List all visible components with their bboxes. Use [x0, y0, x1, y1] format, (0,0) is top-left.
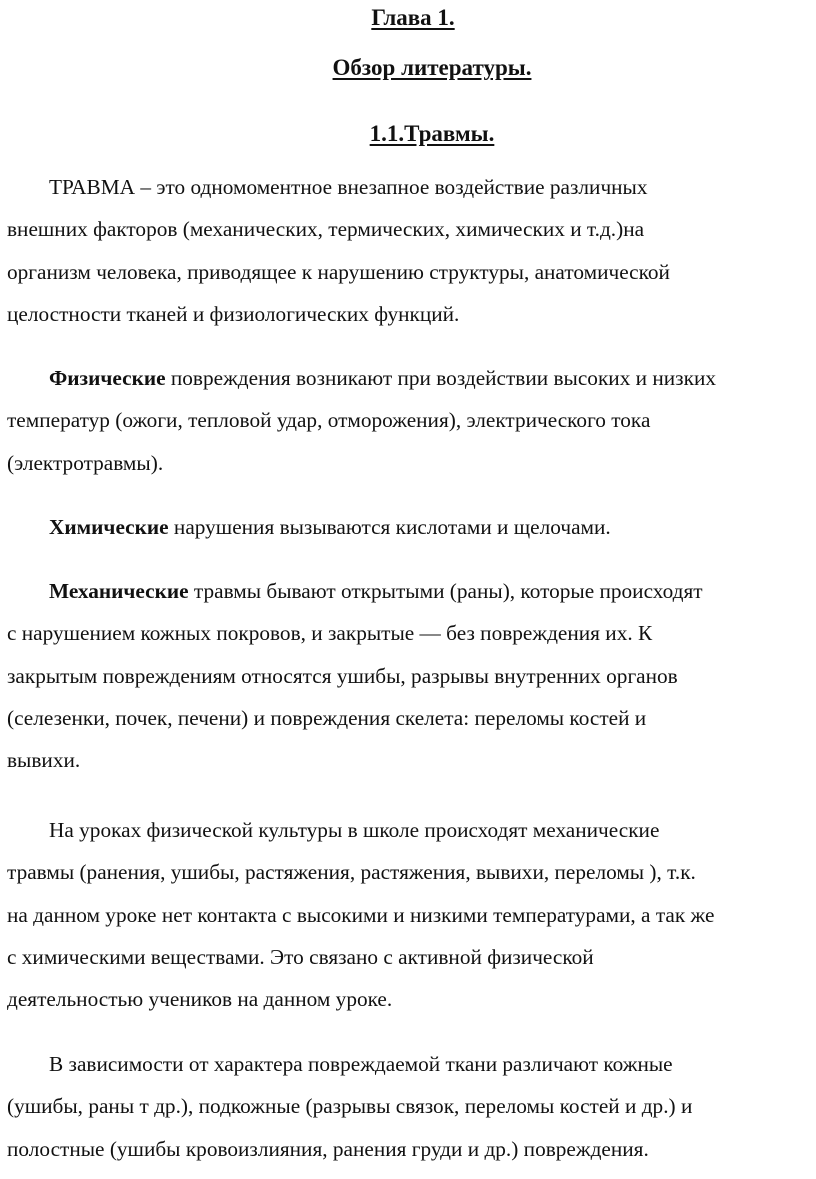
text-line: температур (ожоги, тепловой удар, отморожения), электрического тока	[7, 408, 651, 433]
paragraph-chemical-injuries	[7, 506, 816, 548]
text-line: с нарушением кожных покровов, и закрытые — без повреждения их. К	[7, 621, 653, 646]
paragraph-school-injuries	[7, 809, 816, 1020]
text-line: целостности тканей и физиологических функций.	[7, 301, 460, 326]
text-line: внешних факторов (механических, термических, химических и т.д.)на	[7, 217, 645, 242]
text-line: травмы (ранения, ушибы, растяжения, растяжения, вывихи, переломы ), т.к.	[7, 860, 696, 885]
text-line: На уроках физической культуры в школе происходят механические	[49, 818, 660, 842]
text-line: на данном уроке нет контакта с высокими и низкими температурами, а так же	[7, 902, 715, 927]
term-physical: Физические	[49, 366, 166, 390]
paragraph-trauma-definition	[7, 166, 816, 335]
text-line: полостные (ушибы кровоизлияния, ранения груди и др.) повреждения.	[7, 1136, 649, 1161]
text-line: деятельностью учеников на данном уроке.	[7, 987, 393, 1012]
paragraph-mechanical-injuries	[7, 570, 816, 781]
text-line	[7, 357, 816, 399]
text-line: закрытым повреждениям относятся ушибы, разрывы внутренних органов	[7, 663, 678, 688]
text-line	[7, 570, 816, 612]
paragraph-physical-injuries	[7, 357, 816, 484]
text-line: В зависимости от характера повреждаемой ткани различают кожные	[49, 1052, 673, 1076]
text-line: ТРАВМА – это одномоментное внезапное воздействие различных	[49, 175, 648, 199]
text-line	[7, 506, 816, 548]
term-chemical: Химические	[49, 515, 169, 539]
section-heading: 1.1.Травмы.	[369, 121, 495, 146]
text-line: (селезенки, почек, печени) и повреждения скелета: переломы костей и	[7, 705, 647, 730]
text-line: организм человека, приводящее к нарушению структуры, анатомической	[7, 259, 670, 284]
review-heading: Обзор литературы.	[332, 55, 532, 80]
paragraph-tissue-classification	[7, 1043, 816, 1170]
text-line: (электротравмы).	[7, 450, 164, 475]
term-mechanical: Механические	[49, 579, 189, 603]
text-line: (ушибы, раны т др.), подкожные (разрывы связок, переломы костей и др.) и	[7, 1094, 693, 1119]
text-line: с химическими веществами. Это связано с активной физической	[7, 944, 594, 969]
text-fragment: повреждения возникают при воздействии высоких и низких	[165, 366, 716, 390]
text-fragment: травмы бывают открытыми (раны), которые происходят	[188, 579, 703, 603]
text-line: вывихи.	[7, 748, 81, 773]
chapter-heading: Глава 1.	[371, 5, 455, 30]
text-fragment: нарушения вызываются кислотами и щелочами.	[168, 515, 611, 539]
